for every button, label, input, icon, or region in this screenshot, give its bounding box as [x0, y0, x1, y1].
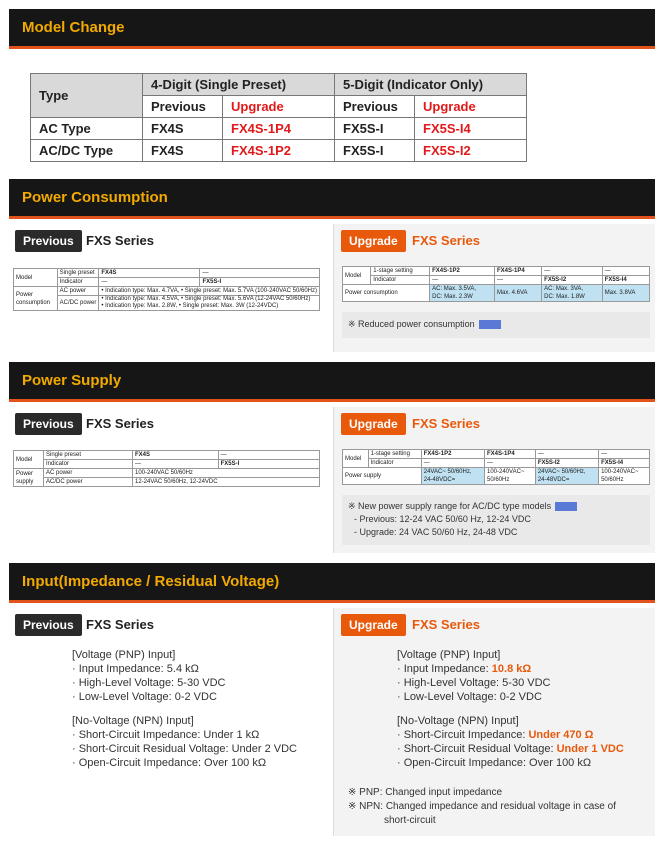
upgrade-header: Upgrade	[415, 96, 527, 118]
input-upgrade-specs: [Voltage (PNP) Input] · Input Impedance: 10.8 kΩ · High-Level Voltage: 5-30 VDC · Low-Level Voltage: 0-2 VDC [No-Voltage (NPN) Input] · Short-Circuit Impedance: Under 470 Ω · Short-Circuit Residual Voltage: Under 1 VDC · Open-Circuit Impedance: Over 100 kΩ	[397, 649, 624, 769]
upgrade-badge: Upgrade	[341, 230, 406, 252]
input-previous-panel	[9, 608, 332, 836]
previous-badge: Previous	[15, 413, 82, 435]
series-label: FXS Series	[412, 233, 480, 248]
previous-header: Previous	[143, 96, 223, 118]
type-header: Type	[31, 74, 143, 118]
power-consumption-upgrade-table: Model 1-stage setting FX4S-1P2 FX4S-1P4 — — Indicator — — FX5S-I2 FX5S-I4 Power consumption AC: Max. 3.5VA, DC: Max. 2.3W Max. 4.6VA AC: Max. 3VA, DC: Max. 1.8W Max. 3.8VA	[342, 266, 650, 302]
section-header-model-change	[9, 9, 655, 49]
note-input: ※ PNP: Changed input impedance ※ NPN: Changed impedance and residual voltage in case of short-circuit	[348, 787, 616, 826]
series-label: FXS Series	[86, 617, 154, 632]
section-header-power-consumption	[9, 179, 655, 219]
previous-badge: Previous	[15, 614, 82, 636]
series-label: FXS Series	[412, 416, 480, 431]
series-label: FXS Series	[86, 233, 154, 248]
note-power-supply: ※ New power supply range for AC/DC type models - Previous: 12-24 VAC 50/60 Hz, 12-24 VDC - Upgrade: 24 VAC 50/60 Hz, 24-48 VDC	[348, 500, 577, 539]
section-header-input	[9, 563, 655, 603]
input-previous-specs: [Voltage (PNP) Input] · Input Impedance: 5.4 kΩ · High-Level Voltage: 5-30 VDC · Low-Level Voltage: 0-2 VDC [No-Voltage (NPN) Input] · Short-Circuit Impedance: Under 1 kΩ · Short-Circuit Residual Voltage: Under 2 VDC · Open-Circuit Impedance: Over 100 kΩ	[72, 649, 297, 769]
note-box	[342, 495, 650, 545]
upgrade-badge: Upgrade	[341, 614, 406, 636]
section-title: Input(Impedance / Residual Voltage)	[22, 573, 280, 590]
previous-header: Previous	[335, 96, 415, 118]
series-label: FXS Series	[412, 617, 480, 632]
five-digit-header: 5-Digit (Indicator Only)	[335, 74, 527, 96]
section-title: Power Supply	[22, 372, 122, 389]
section-title: Power Consumption	[22, 189, 168, 206]
series-label: FXS Series	[86, 416, 154, 431]
highlight-swatch	[555, 502, 577, 511]
note-reduced-power: ※ Reduced power consumption	[348, 318, 501, 331]
power-supply-previous-panel	[9, 407, 332, 553]
section-title: Model Change	[22, 19, 125, 36]
highlight-swatch	[479, 320, 501, 329]
note-box	[342, 312, 650, 338]
power-consumption-previous-panel	[9, 224, 332, 352]
input-upgrade-panel	[333, 608, 655, 836]
four-digit-header: 4-Digit (Single Preset)	[143, 74, 335, 96]
upgrade-badge: Upgrade	[341, 413, 406, 435]
table-row: AC Type FX4S FX4S-1P4 FX5S-I FX5S-I4	[31, 118, 527, 140]
power-consumption-upgrade-panel	[333, 224, 655, 352]
section-header-power-supply	[9, 362, 655, 402]
table-row: AC/DC Type FX4S FX4S-1P2 FX5S-I FX5S-I2	[31, 140, 527, 162]
model-change-table	[30, 73, 527, 162]
power-supply-upgrade-panel	[333, 407, 655, 553]
power-consumption-previous-table: Model Single preset FX4S — Indicator — FX5S-I Power consumption AC power • Indication type: Max. 4.7VA, • Single preset: Max. 5.7VA (100-240VAC 50/60Hz) AC/DC power • Indication type: Max. 4.5VA, • Single preset: Max. 5.6VA (12-24VAC 50/60Hz) • Indication type: Max. 2.8W, • Single preset: Max. 3W (12-24VDC)	[13, 268, 320, 311]
power-supply-upgrade-table: Model 1-stage setting FX4S-1P2 FX4S-1P4 — — Indicator — — FX5S-I2 FX5S-I4 Power supply 24VAC~ 50/60Hz, 24-48VDC= 100-240VAC~ 50/60Hz 24VAC~ 50/60Hz, 24-48VDC= 100-240VAC~ 50/60Hz	[342, 449, 650, 485]
power-supply-previous-table: Model Single preset FX4S — Indicator — FX5S-I Power supply AC power 100-240VAC 50/60Hz AC/DC power 12-24VAC 50/60Hz, 12-24VDC	[13, 450, 320, 487]
upgrade-header: Upgrade	[223, 96, 335, 118]
previous-badge: Previous	[15, 230, 82, 252]
